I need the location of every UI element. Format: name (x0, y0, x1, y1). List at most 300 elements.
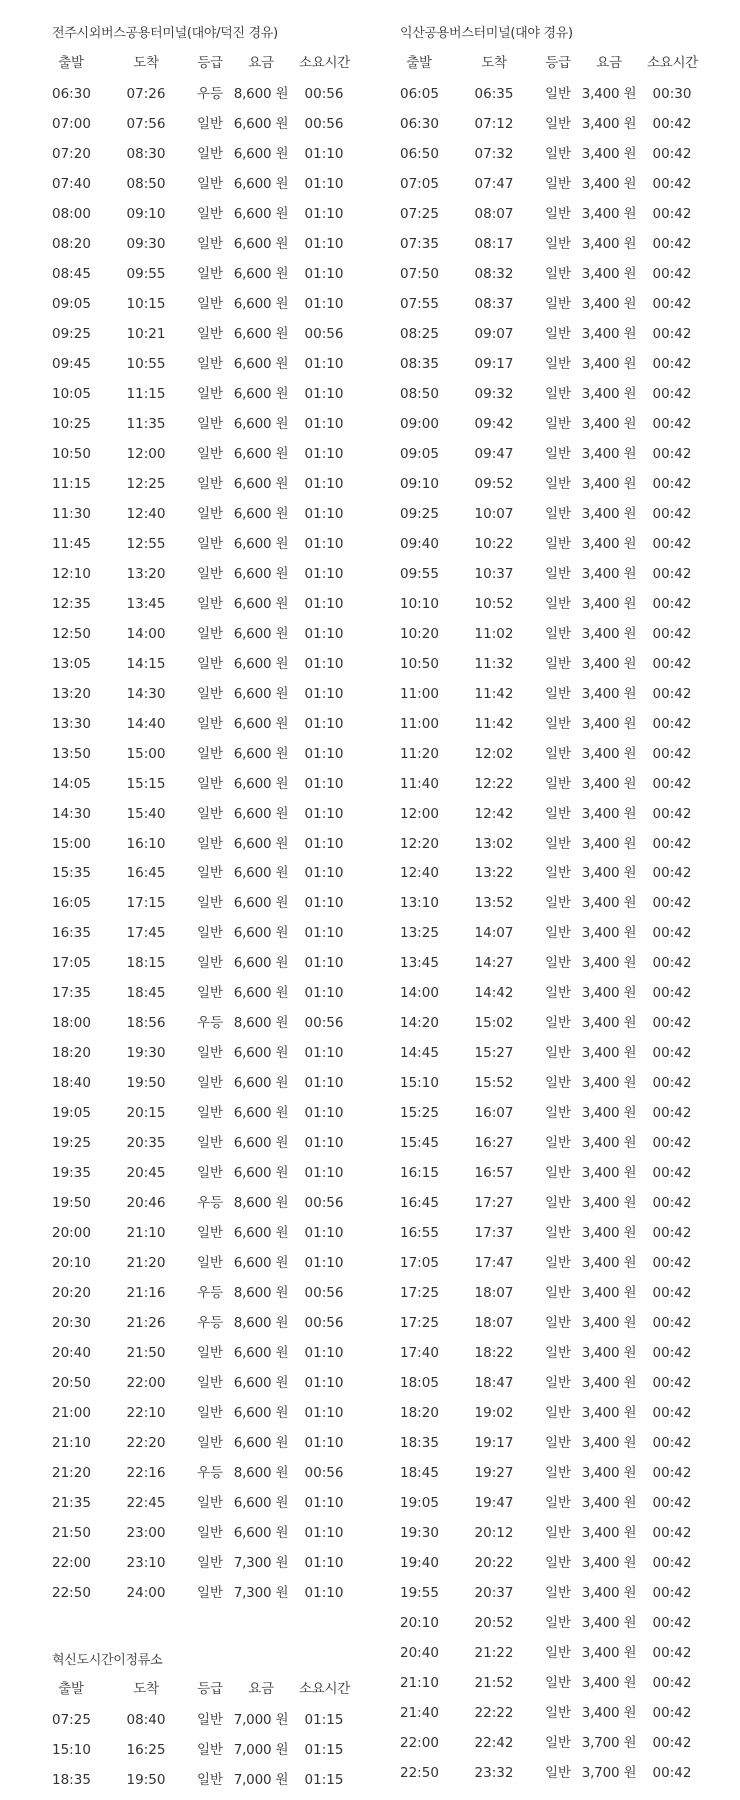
table-row (52, 893, 372, 913)
fare: 6,600 원 (233, 775, 289, 792)
depart-time: 07:25 (400, 205, 439, 222)
arrive-time: 15:52 (474, 1075, 514, 1092)
duration: 01:10 (304, 385, 344, 402)
arrive-time: 08:30 (126, 145, 166, 162)
table-row (52, 983, 372, 1003)
grade: 일반 (196, 715, 224, 732)
table-row (400, 504, 720, 524)
duration: 00:42 (652, 1375, 692, 1392)
duration: 01:10 (304, 835, 344, 852)
table-row (52, 444, 372, 464)
fare: 3,400 원 (581, 655, 637, 672)
table-row (52, 1013, 372, 1033)
table-row (400, 1583, 720, 1603)
duration: 00:42 (652, 1465, 692, 1482)
section-title-hyeoksin: 혁신도시간이정류소 (52, 1653, 163, 1668)
arrive-time: 12:25 (126, 475, 166, 492)
grade: 일반 (196, 1771, 224, 1788)
grade: 일반 (544, 1105, 572, 1122)
depart-time: 17:05 (400, 1255, 439, 1272)
table-row (52, 204, 372, 224)
depart-time: 11:00 (400, 685, 439, 702)
fare: 6,600 원 (233, 535, 289, 552)
grade: 일반 (196, 565, 224, 582)
duration: 01:10 (304, 1105, 344, 1122)
grade: 일반 (196, 835, 224, 852)
fare: 3,400 원 (581, 205, 637, 222)
duration: 00:42 (652, 385, 692, 402)
duration: 00:56 (304, 1315, 344, 1332)
fare: 3,400 원 (581, 1674, 637, 1691)
arrive-time: 13:02 (474, 835, 514, 852)
duration: 01:10 (304, 415, 344, 432)
arrive-time: 21:26 (126, 1315, 166, 1332)
arrive-time: 20:37 (474, 1585, 514, 1601)
table-row (52, 474, 372, 494)
table-row (400, 804, 720, 824)
table-row (52, 1103, 372, 1123)
fare: 6,600 원 (233, 295, 289, 312)
table-row (52, 324, 372, 344)
arrive-time: 09:07 (474, 325, 514, 342)
fare: 3,400 원 (581, 805, 637, 822)
table-row (52, 354, 372, 374)
depart-time: 12:35 (52, 595, 91, 612)
fare: 3,400 원 (581, 715, 637, 732)
table-row (400, 1343, 720, 1363)
arrive-time: 09:10 (126, 205, 166, 222)
table-row (400, 264, 720, 284)
duration: 00:42 (652, 805, 692, 822)
table-row (52, 1523, 372, 1543)
arrive-time: 19:27 (474, 1465, 514, 1482)
arrive-time: 19:50 (126, 1771, 166, 1788)
grade: 우등 (196, 86, 224, 102)
fare: 7,000 원 (233, 1741, 289, 1758)
fare: 3,400 원 (581, 145, 637, 162)
fare: 8,600 원 (233, 1015, 289, 1032)
depart-time: 19:30 (400, 1525, 439, 1542)
duration: 01:10 (304, 895, 344, 912)
duration: 01:10 (304, 985, 344, 1002)
depart-time: 14:05 (52, 775, 91, 792)
depart-time: 07:40 (52, 175, 91, 192)
depart-time: 18:00 (52, 1015, 91, 1032)
duration: 01:10 (304, 355, 344, 372)
table-row (400, 714, 720, 734)
arrive-time: 08:50 (126, 175, 166, 192)
fare: 6,600 원 (233, 685, 289, 702)
grade: 일반 (544, 505, 572, 522)
table-row (400, 983, 720, 1003)
grade: 일반 (196, 415, 224, 432)
fare: 6,600 원 (233, 955, 289, 972)
duration: 00:42 (652, 1674, 692, 1691)
fare: 6,600 원 (233, 205, 289, 222)
table-row (52, 564, 372, 584)
depart-time: 14:00 (400, 985, 439, 1002)
arrive-time: 21:52 (474, 1674, 514, 1691)
fare: 3,400 원 (581, 1105, 637, 1122)
arrive-time: 10:15 (126, 295, 166, 312)
duration: 01:10 (304, 745, 344, 762)
depart-time: 17:35 (52, 985, 91, 1002)
table-row (52, 234, 372, 254)
arrive-time: 17:15 (126, 895, 166, 912)
grade: 일반 (544, 835, 572, 852)
table-row (400, 1103, 720, 1123)
duration: 01:10 (304, 1345, 344, 1362)
arrive-time: 22:42 (474, 1734, 514, 1751)
fare: 6,600 원 (233, 925, 289, 942)
table-row (52, 174, 372, 194)
duration: 01:15 (304, 1741, 344, 1758)
fare: 3,400 원 (581, 1015, 637, 1032)
grade: 일반 (544, 1405, 572, 1422)
arrive-time: 07:26 (126, 86, 166, 102)
arrive-time: 09:42 (474, 415, 514, 432)
depart-time: 18:05 (400, 1375, 439, 1392)
fare: 3,400 원 (581, 1644, 637, 1661)
fare: 6,600 원 (233, 1495, 289, 1512)
grade: 일반 (196, 1045, 224, 1062)
depart-time: 12:10 (52, 565, 91, 582)
duration: 01:10 (304, 715, 344, 732)
fare: 3,400 원 (581, 1225, 637, 1242)
table-row (400, 114, 720, 134)
grade: 일반 (196, 175, 224, 192)
fare: 3,400 원 (581, 1165, 637, 1182)
duration: 00:42 (652, 235, 692, 252)
table-row (400, 1523, 720, 1543)
arrive-time: 15:27 (474, 1045, 514, 1062)
depart-time: 21:10 (400, 1674, 439, 1691)
table-header-hyeoksin (52, 1679, 372, 1699)
fare: 6,600 원 (233, 895, 289, 912)
depart-time: 11:15 (52, 475, 91, 492)
fare: 6,600 원 (233, 1135, 289, 1152)
arrive-time: 14:07 (474, 925, 514, 942)
fare: 6,600 원 (233, 505, 289, 522)
arrive-time: 12:40 (126, 505, 166, 522)
duration: 01:10 (304, 445, 344, 462)
table-header-jeonju (52, 53, 372, 73)
fare: 6,600 원 (233, 1225, 289, 1242)
table-row (52, 1073, 372, 1093)
table-row (400, 744, 720, 764)
grade: 일반 (544, 355, 572, 372)
duration: 00:42 (652, 745, 692, 762)
arrive-time: 18:47 (474, 1375, 514, 1392)
depart-time: 17:25 (400, 1315, 439, 1332)
grade: 일반 (196, 1495, 224, 1512)
grade: 일반 (196, 385, 224, 402)
grade: 일반 (196, 1225, 224, 1242)
depart-time: 18:20 (52, 1045, 91, 1062)
table-row (400, 444, 720, 464)
depart-time: 12:50 (52, 625, 91, 642)
depart-time: 17:25 (400, 1285, 439, 1302)
grade: 우등 (196, 1465, 224, 1482)
fare: 6,600 원 (233, 1525, 289, 1542)
duration: 00:42 (652, 1704, 692, 1721)
fare: 6,600 원 (233, 475, 289, 492)
arrive-time: 14:42 (474, 985, 514, 1002)
fare: 3,400 원 (581, 985, 637, 1002)
fare: 3,400 원 (581, 685, 637, 702)
grade: 일반 (544, 475, 572, 492)
fare: 6,600 원 (233, 325, 289, 342)
depart-time: 08:20 (52, 235, 91, 252)
grade: 일반 (544, 1674, 572, 1691)
grade: 일반 (196, 1255, 224, 1272)
fare: 6,600 원 (233, 385, 289, 402)
arrive-time: 07:12 (474, 115, 514, 132)
grade: 일반 (196, 265, 224, 282)
duration: 00:56 (304, 1195, 344, 1212)
arrive-time: 11:35 (126, 415, 166, 432)
table-row (52, 534, 372, 554)
depart-time: 09:40 (400, 535, 439, 552)
arrive-time: 18:15 (126, 955, 166, 972)
depart-time: 06:30 (400, 115, 439, 132)
duration: 01:10 (304, 175, 344, 192)
arrive-time: 22:16 (126, 1465, 166, 1482)
fare: 3,400 원 (581, 535, 637, 552)
arrive-time: 11:42 (474, 685, 514, 702)
table-row (400, 774, 720, 794)
fare: 3,400 원 (581, 175, 637, 192)
header-duration: 소요시간 (299, 1681, 350, 1697)
grade: 일반 (196, 1105, 224, 1122)
duration: 00:42 (652, 145, 692, 162)
grade: 일반 (544, 745, 572, 762)
header-grade: 등급 (197, 1681, 223, 1697)
depart-time: 12:00 (400, 805, 439, 822)
depart-time: 21:50 (52, 1525, 91, 1542)
depart-time: 15:45 (400, 1135, 439, 1152)
depart-time: 07:00 (52, 115, 91, 132)
arrive-time: 15:02 (474, 1015, 514, 1032)
header-duration: 소요시간 (299, 55, 350, 71)
fare: 3,400 원 (581, 565, 637, 582)
arrive-time: 18:45 (126, 985, 166, 1002)
fare: 6,600 원 (233, 865, 289, 882)
fare: 6,600 원 (233, 1105, 289, 1122)
duration: 00:42 (652, 1075, 692, 1092)
duration: 01:10 (304, 625, 344, 642)
grade: 일반 (544, 535, 572, 552)
arrive-time: 19:30 (126, 1045, 166, 1062)
table-row (52, 1163, 372, 1183)
duration: 00:42 (652, 985, 692, 1002)
duration: 00:56 (304, 1465, 344, 1482)
duration: 01:10 (304, 775, 344, 792)
table-row (400, 1043, 720, 1063)
duration: 00:42 (652, 265, 692, 282)
fare: 8,600 원 (233, 1315, 289, 1332)
arrive-time: 20:12 (474, 1525, 514, 1542)
grade: 일반 (544, 415, 572, 432)
table-row (52, 744, 372, 764)
arrive-time: 23:10 (126, 1555, 166, 1572)
duration: 00:42 (652, 115, 692, 132)
duration: 00:42 (652, 1495, 692, 1512)
depart-time: 11:45 (52, 535, 91, 552)
fare: 3,400 원 (581, 385, 637, 402)
table-row (400, 534, 720, 554)
depart-time: 15:25 (400, 1105, 439, 1122)
arrive-time: 22:45 (126, 1495, 166, 1512)
table-row (52, 1403, 372, 1423)
table-row (52, 774, 372, 794)
depart-time: 20:10 (52, 1255, 91, 1272)
fare: 3,400 원 (581, 1285, 637, 1302)
arrive-time: 18:07 (474, 1315, 514, 1332)
grade: 일반 (196, 1555, 224, 1572)
grade: 일반 (196, 895, 224, 912)
depart-time: 16:05 (52, 895, 91, 912)
arrive-time: 09:17 (474, 355, 514, 372)
fare: 3,400 원 (581, 265, 637, 282)
grade: 일반 (544, 385, 572, 402)
table-row (400, 234, 720, 254)
header-fare: 요금 (596, 55, 622, 71)
table-row (52, 684, 372, 704)
table-row (52, 804, 372, 824)
grade: 일반 (196, 1135, 224, 1152)
duration: 00:42 (652, 925, 692, 942)
depart-time: 20:30 (52, 1315, 91, 1332)
grade: 일반 (544, 235, 572, 252)
grade: 일반 (196, 745, 224, 762)
table-row (52, 1193, 372, 1213)
arrive-time: 15:15 (126, 775, 166, 792)
fare: 3,400 원 (581, 415, 637, 432)
depart-time: 11:40 (400, 775, 439, 792)
duration: 00:42 (652, 1195, 692, 1212)
fare: 3,400 원 (581, 1614, 637, 1631)
duration: 01:10 (304, 1135, 344, 1152)
grade: 일반 (544, 895, 572, 912)
depart-time: 21:40 (400, 1704, 439, 1721)
duration: 00:42 (652, 685, 692, 702)
table-row (52, 1553, 372, 1573)
header-arrive: 도착 (481, 55, 507, 71)
arrive-time: 09:30 (126, 235, 166, 252)
depart-time: 09:05 (400, 445, 439, 462)
table-row (52, 714, 372, 734)
depart-time: 15:10 (400, 1075, 439, 1092)
fare: 7,000 원 (233, 1771, 289, 1788)
arrive-time: 11:15 (126, 385, 166, 402)
duration: 00:42 (652, 865, 692, 882)
duration: 01:10 (304, 235, 344, 252)
fare: 3,400 원 (581, 325, 637, 342)
grade: 일반 (196, 355, 224, 372)
grade: 일반 (196, 1375, 224, 1392)
duration: 00:56 (304, 325, 344, 342)
table-row (400, 414, 720, 434)
table-row (400, 144, 720, 164)
duration: 01:10 (304, 505, 344, 522)
duration: 01:10 (304, 1495, 344, 1512)
grade: 우등 (196, 1015, 224, 1032)
fare: 6,600 원 (233, 115, 289, 132)
duration: 01:10 (304, 205, 344, 222)
table-row (400, 953, 720, 973)
table-row (52, 144, 372, 164)
fare: 6,600 원 (233, 1255, 289, 1272)
fare: 6,600 원 (233, 565, 289, 582)
grade: 일반 (544, 685, 572, 702)
arrive-time: 11:42 (474, 715, 514, 732)
grade: 일반 (196, 805, 224, 822)
table-header-iksan (400, 53, 720, 73)
table-row (52, 1343, 372, 1363)
duration: 01:10 (304, 265, 344, 282)
fare: 8,600 원 (233, 1195, 289, 1212)
grade: 일반 (196, 625, 224, 642)
table-row (400, 1283, 720, 1303)
grade: 일반 (196, 1525, 224, 1542)
arrive-time: 17:45 (126, 925, 166, 942)
duration: 00:42 (652, 1135, 692, 1152)
table-row (52, 84, 372, 104)
table-row (400, 1493, 720, 1513)
grade: 일반 (196, 955, 224, 972)
fare: 3,400 원 (581, 1555, 637, 1572)
header-fare: 요금 (248, 55, 274, 71)
duration: 01:10 (304, 565, 344, 582)
arrive-time: 19:02 (474, 1405, 514, 1422)
grade: 일반 (196, 1165, 224, 1182)
depart-time: 16:55 (400, 1225, 439, 1242)
fare: 6,600 원 (233, 1345, 289, 1362)
grade: 일반 (196, 1585, 224, 1601)
fare: 3,400 원 (581, 1315, 637, 1332)
table-row (52, 923, 372, 943)
fare: 3,400 원 (581, 955, 637, 972)
fare: 3,400 원 (581, 1405, 637, 1422)
header-fare: 요금 (248, 1681, 274, 1697)
depart-time: 20:00 (52, 1225, 91, 1242)
arrive-time: 13:45 (126, 595, 166, 612)
table-row (52, 1710, 372, 1730)
depart-time: 12:20 (400, 835, 439, 852)
arrive-time: 20:45 (126, 1165, 166, 1182)
arrive-time: 22:20 (126, 1435, 166, 1452)
arrive-time: 13:52 (474, 895, 514, 912)
table-row (52, 863, 372, 883)
depart-time: 06:50 (400, 145, 439, 162)
arrive-time: 20:35 (126, 1135, 166, 1152)
depart-time: 09:10 (400, 475, 439, 492)
duration: 00:42 (652, 1435, 692, 1452)
depart-time: 19:25 (52, 1135, 91, 1152)
depart-time: 22:00 (400, 1734, 439, 1751)
grade: 우등 (196, 1315, 224, 1332)
fare: 3,400 원 (581, 295, 637, 312)
grade: 일반 (544, 955, 572, 972)
table-row (52, 834, 372, 854)
fare: 3,400 원 (581, 445, 637, 462)
arrive-time: 16:57 (474, 1165, 514, 1182)
duration: 00:56 (304, 86, 344, 102)
duration: 00:42 (652, 505, 692, 522)
arrive-time: 21:20 (126, 1255, 166, 1272)
table-row (52, 654, 372, 674)
